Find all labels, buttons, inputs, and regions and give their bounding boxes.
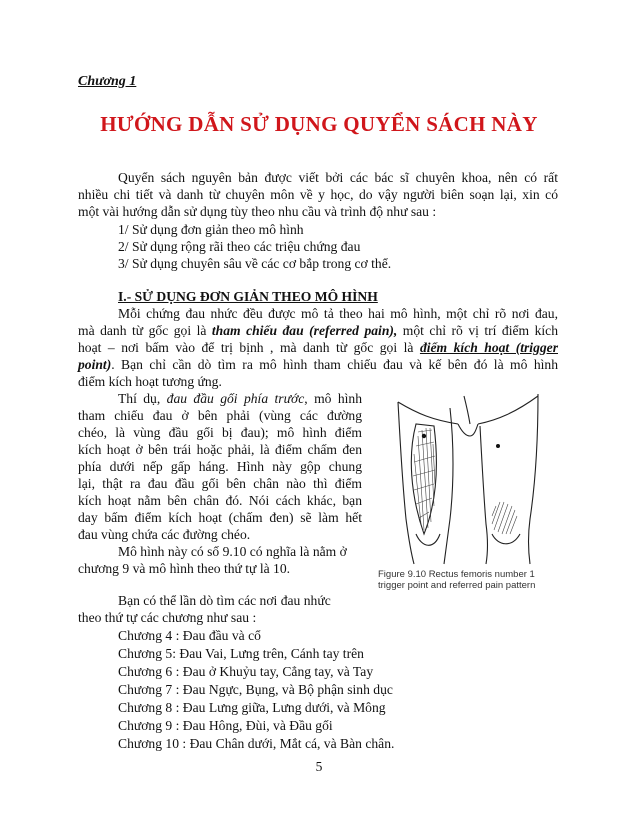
left-leg-outline bbox=[398, 402, 414, 564]
p2-line: chéo, là vùng đầu gối bị đau); mô hình điểm bbox=[78, 425, 362, 440]
intro-paragraph bbox=[78, 169, 558, 220]
p2-line: phía dưới nếp gấp háng. Hình này gộp chung bbox=[78, 459, 362, 474]
groin-fold bbox=[398, 402, 458, 424]
p2-line-1: Thí dụ, đau đầu gối phía trước, mô hình bbox=[118, 391, 363, 406]
p4-line-2: theo thứ tự các chương như sau : bbox=[78, 610, 257, 625]
p1-line-4: point). Bạn chỉ cần dò tìm ra mô hình tham chiếu đau và kế bên đó là mô hình bbox=[78, 357, 558, 372]
intro-line-3: một vài hướng dẫn sử dụng tùy theo nhu cầu và trình độ như sau : bbox=[78, 204, 437, 219]
p1-line-2: mà danh từ gốc gọi là tham chiếu đau (referred pain), một chỉ rõ vị trí điểm kích bbox=[78, 323, 558, 338]
trigger-point-term: điểm kích hoạt (trigger bbox=[419, 340, 558, 355]
referred-pain-pattern bbox=[492, 502, 517, 534]
page-number: 5 bbox=[315, 759, 323, 774]
p2-line: day bấm điểm kích hoạt (chấm đen) sẽ làm hết bbox=[78, 510, 362, 525]
p3-line-2: chương 9 và mô hình theo thứ tự là 10. bbox=[78, 561, 291, 576]
intro-item: 1/ Sử dụng đơn giản theo mô hình bbox=[118, 222, 304, 237]
p2-line: lại, thật ra đau đầu gối bên chân nào thì điểm bbox=[78, 476, 362, 491]
chapter-list-item: Chương 6 : Đau ở Khuỷu tay, Cẳng tay, và Tay bbox=[118, 664, 374, 679]
trigger-point-dot bbox=[422, 434, 426, 438]
chapter-list-item: Chương 9 : Đau Hông, Đùi, và Đầu gối bbox=[118, 718, 333, 733]
chapter-list-item: Chương 7 : Đau Ngực, Bụng, và Bộ phận sinh dục bbox=[118, 682, 393, 697]
p2-line: đau vùng chứa các đường chéo. bbox=[78, 527, 251, 542]
p1-line-3: hoạt – nơi bấm vào để trị bịnh , mà danh từ gốc gọi là điểm kích hoạt (trigger bbox=[78, 340, 558, 355]
intro-item: 2/ Sử dụng rộng rãi theo các triệu chứng đau bbox=[118, 239, 361, 254]
p1-line-5: điểm kích hoạt tương ứng. bbox=[78, 374, 222, 389]
p1-line-1: Mỗi chứng đau nhức đều được mô tả theo hai mô hình, một chỉ rõ nơi đau, bbox=[118, 306, 558, 321]
chapter-list-item: Chương 5: Đau Vai, Lưng trên, Cánh tay trên bbox=[118, 646, 364, 661]
p4-line-1: Bạn có thể lần dò tìm các nơi đau nhức bbox=[118, 593, 331, 608]
right-leg-outline bbox=[480, 426, 488, 564]
p3-line-1: Mô hình này có số 9.10 có nghĩa là nằm ở bbox=[118, 544, 347, 559]
referred-pain-term: tham chiếu đau (referred pain), bbox=[211, 323, 398, 338]
intro-item: 3/ Sử dụng chuyên sâu về các cơ bắp trong cơ thể. bbox=[118, 256, 392, 271]
section-heading: I.- SỬ DỤNG ĐƠN GIẢN THEO MÔ HÌNH bbox=[118, 289, 378, 304]
chapter-list-item: Chương 8 : Đau Lưng giữa, Lưng dưới, và Mông bbox=[118, 700, 386, 715]
knee-pain-term: đau đầu gối phía trước bbox=[166, 391, 305, 406]
rectus-femoris-figure bbox=[388, 384, 548, 566]
trigger-point-dot-right bbox=[496, 444, 500, 448]
p2-line: tham chiếu đau ở bên phải (vùng các đường bbox=[78, 408, 362, 423]
chapter-list-item: Chương 10 : Đau Chân dưới, Mắt cá, và Bàn chân. bbox=[118, 736, 395, 751]
section-paragraph-2 bbox=[78, 390, 362, 543]
p2-line: kích hoạt ở bên trái hoặc phải, là điểm chấm đen bbox=[78, 442, 362, 457]
chapter-label: Chương 1 bbox=[78, 74, 137, 89]
intro-line-1: Quyển sách nguyên bản được viết bởi các bác sĩ chuyên khoa, nên có rất bbox=[118, 170, 558, 185]
p2-line: kích hoạt nằm bên chân đó. Nói cách khác, bạn bbox=[78, 493, 362, 508]
section-paragraph-1 bbox=[78, 305, 558, 390]
chapter-list-item: Chương 4 : Đau đầu và cổ bbox=[118, 628, 261, 643]
intro-line-2: nhiều chi tiết và danh từ chuyên môn về y học, do vậy người biên soạn lại, xin có bbox=[78, 187, 558, 202]
figure-caption: Figure 9.10 Rectus femoris number 1 trigger point and referred pain pattern bbox=[378, 569, 536, 591]
page-title: HƯỚNG DẪN SỬ DỤNG QUYỂN SÁCH NÀY bbox=[100, 112, 538, 136]
